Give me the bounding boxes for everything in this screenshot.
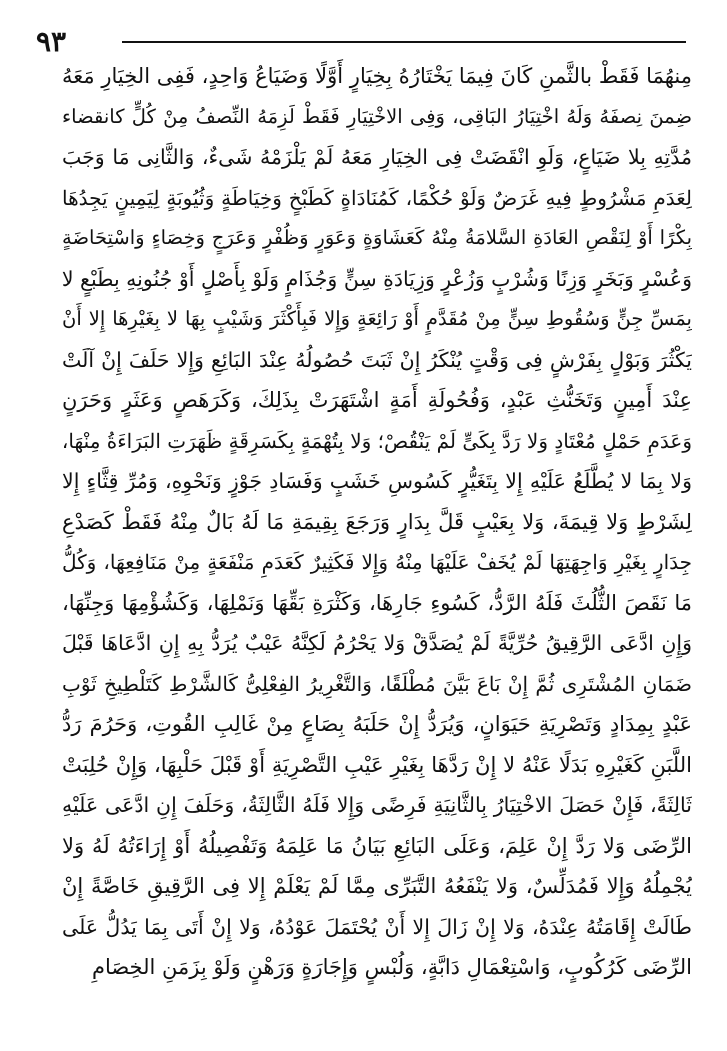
text-line-15: وَإِنِ ادَّعَى الرَّقِيقُ حُرِّيَّةً لَمْ يُصَدَّقْ وَلا يَحْرُمُ لَكِنَّهُ عَيْبٌ يُرَدُّ بِهِ إِنِ ادَّعَاهَا قَبْلَ <box>62 631 692 655</box>
text-line-21: يُجْمِلُهُ وَإِلا فَمُدَلِّسٌ، وَلا يَنْفَعُهُ التَّبَرِّى مِمَّا لَمْ يَعْلَمْ إِلا فِى الرَّقِيقِ خَاصَّةً إِنْ <box>62 874 692 898</box>
text-line-12: لِشَرْطٍ وَلا قِيمَةَ، وَلا بِعَيْبٍ قَلَّ بِدَارٍ وَرَجَعَ بِقِيمَةِ مَا لَهُ بَالٌ مِنْهُ فَقَطْ كَصَدْعِ <box>62 509 692 534</box>
text-line-5: بِكْرًا أَوْ لِنَقْصِ العَادَةِ السَّلامَةُ مِنْهُ كَعَشَاوَةٍ وَعَوَرٍ وَظُفْرٍ وَعَرَجٍ وَخِصَاءٍ وَاسْتِحَاضَةٍ <box>62 226 692 249</box>
text-line-10: وَعَدَمِ حَمْلٍ مُعْتَادٍ وَلا رَدَّ بِكَىٍّ لَمْ يَنْقُصْ؛ وَلا بِتُهْمَةٍ بِكَسَرِقَةٍ ظَهَرَتِ البَرَاءَةُ مِنْهَا، <box>62 428 692 453</box>
text-line-6: وَعُسْرٍ وَبَخَرٍ وَزِنًا وَشُرْبٍ وَزُعْرٍ وَزِيَادَةِ سِنٍّ وَجُذَامٍ وَلَوْ بِأَصْلٍ أَوْ جُنُونِهِ بِطَبْعٍ لا <box>62 266 692 291</box>
text-line-16: ضَمَانِ المُشْتَرِى ثُمَّ إِنْ بَاعَ بَيَّنَ مُطْلَقًا، وَالتَّغْرِيرُ الفِعْلِىُّ كَالشَّرْطِ كَتَلْطِيخِ ثَوْبِ <box>62 671 692 696</box>
page-number: ٩٣ <box>36 25 67 58</box>
text-line-13: جِدَارٍ بِغَيْرِ وَاجِهَتِهَا لَمْ يُخَفْ عَلَيْهَا مِنْهُ وَإِلا فَكَثِيرٌ كَعَدَمِ مَنْفَعَةٍ مِنْ مَنَافِعِهَا، وَكُلُّ <box>62 550 692 574</box>
text-line-4: لِعَدَمِ مَشْرُوطٍ فِيهِ غَرَضٌ وَلَوْ حُكْمًا، كَمُنَادَاةٍ كَطَبْخٍ وَخِيَاطَةٍ وَثُيُوبَةٍ لِيَمِينٍ يَجِدُهَا <box>62 185 692 210</box>
text-line-17: عَبْدٍ بِمِدَادٍ وَتَصْرِيَةِ حَيَوَانٍ، وَيُرَدُّ إِنْ حَلَبَهُ بِصَاعٍ مِنْ غَالِبِ القُوتِ، وَحَرُمَ رَدُّ <box>62 712 692 736</box>
text-line-1: مِنهُمَا فَقَطْ بالثَّمنِ كَانَ فِيمَا يَخْتَارُهُ بِخِيَارٍ أَوَّلًا وَضَيَاعُ وَاحِدٍ، فَفِى الخِيَارِ مَعَهُ <box>62 64 692 88</box>
text-line-9: عِنْدَ أَمِينٍ وَتَخَنُّثِ عَبْدٍ، وَفُحُولَةِ أَمَةٍ اشْتَهَرَتْ بِذَلِكَ، وَكَرَهَصٍ وَعَثَرٍ وَحَرَنٍ <box>62 388 692 412</box>
header-rule <box>122 41 686 43</box>
text-line-14: مَا نَقَصَ الثُّلُثَ فَلَهُ الرَّدُّ، كَسُوءِ جَارِهَا، وَكَثْرَةِ بَقِّهَا وَنَمْلِهَا، وَكَشُؤْمِهَا وَجِنِّهَا، <box>62 590 692 615</box>
text-line-23: الرِّضَى كَرُكُوبٍ، وَاسْتِعْمَالِ دَابَّةٍ، وَلُبْسٍ وَإِجَارَةٍ وَرَهْنٍ وَلَوْ بِزَمَنِ الخِصَامِ <box>91 955 692 979</box>
text-line-19: ثَالِثَةً، فَإِنْ حَصَلَ الاخْتِيَارُ بِالثَّانِيَةِ فَرِضًى وَإِلا فَلَهُ الثَّالِثَةُ، وَحَلَفَ إِنِ ادَّعَى عَلَيْهِ <box>62 793 692 817</box>
text-line-22: طَالَتْ إِقَامَتُهُ عِنْدَهُ، وَلا إِنْ زَالَ إِلا أَنْ يُحْتَمَلَ عَوْدُهُ، وَلا إِنْ أَتَى بِمَا يَدُلُّ عَلَى <box>62 914 692 939</box>
text-line-7: بِمَسِّ جِنٍّ وَسُقُوطِ سِنٍّ مِنْ مُقَدَّمٍ أَوْ رَائِعَةٍ وَإِلا فَبِأَكْثَرَ وَشَيْبٍ بِهَا لا بِغَيْرِهَا إِلا أَنْ <box>62 307 692 330</box>
text-line-8: يَكْثُرَ وَبَوْلٍ بِفَرْشٍ فِى وَقْتٍ يُنْكَرُ إِنْ ثَبَتَ حُصُولُهُ عِنْدَ البَائِعِ وَإِلا حَلَفَ إِنْ آلَتْ <box>62 347 692 372</box>
text-line-20: الرِّضَى وَلا رَدَّ إِنْ عَلِمَ، وَعَلَى البَائِعِ بَيَانُ مَا عَلِمَهُ وَتَفْصِيلُهُ أَوْ إِرَاءَتُهُ لَهُ وَلا <box>62 833 692 858</box>
text-line-11: وَلا بِمَا لا يُطَّلَعُ عَلَيْهِ إِلا بِتَغَيُّرٍ كَسُوسِ خَشَبٍ وَفَسَادِ جَوْزٍ وَنَحْوِهِ، وَمُرِّ قِثَّاءٍ إِلا <box>62 469 692 493</box>
body-text <box>62 56 692 988</box>
text-line-3: مُدَّتِهِ بِلا ضَيَاعٍ، وَلَوِ انْقَضَتْ فِى الخِيَارِ مَعَهُ لَمْ يَلْزَمْهُ شَىءٌ، وَالثَّانِى مَا وَجَبَ <box>62 145 692 169</box>
text-line-18: اللَّبَنِ كَغَيْرِهِ بَدَلًا عَنْهُ لا إِنْ رَدَّهَا بِغَيْرِ عَيْبِ التَّصْرِيَةِ أَوْ قَبْلَ حَلْبِهَا، وَإِنْ حُلِبَتْ <box>62 752 692 777</box>
text-line-2: ضِمنَ نِصفَهُ وَلَهُ اخْتِيَارُ البَاقِى، وَفِى الاخْتِيَارِ فَقَطْ لَزِمَهُ النِّصفُ مِنْ كُلٍّ كانقضاء <box>62 104 692 128</box>
